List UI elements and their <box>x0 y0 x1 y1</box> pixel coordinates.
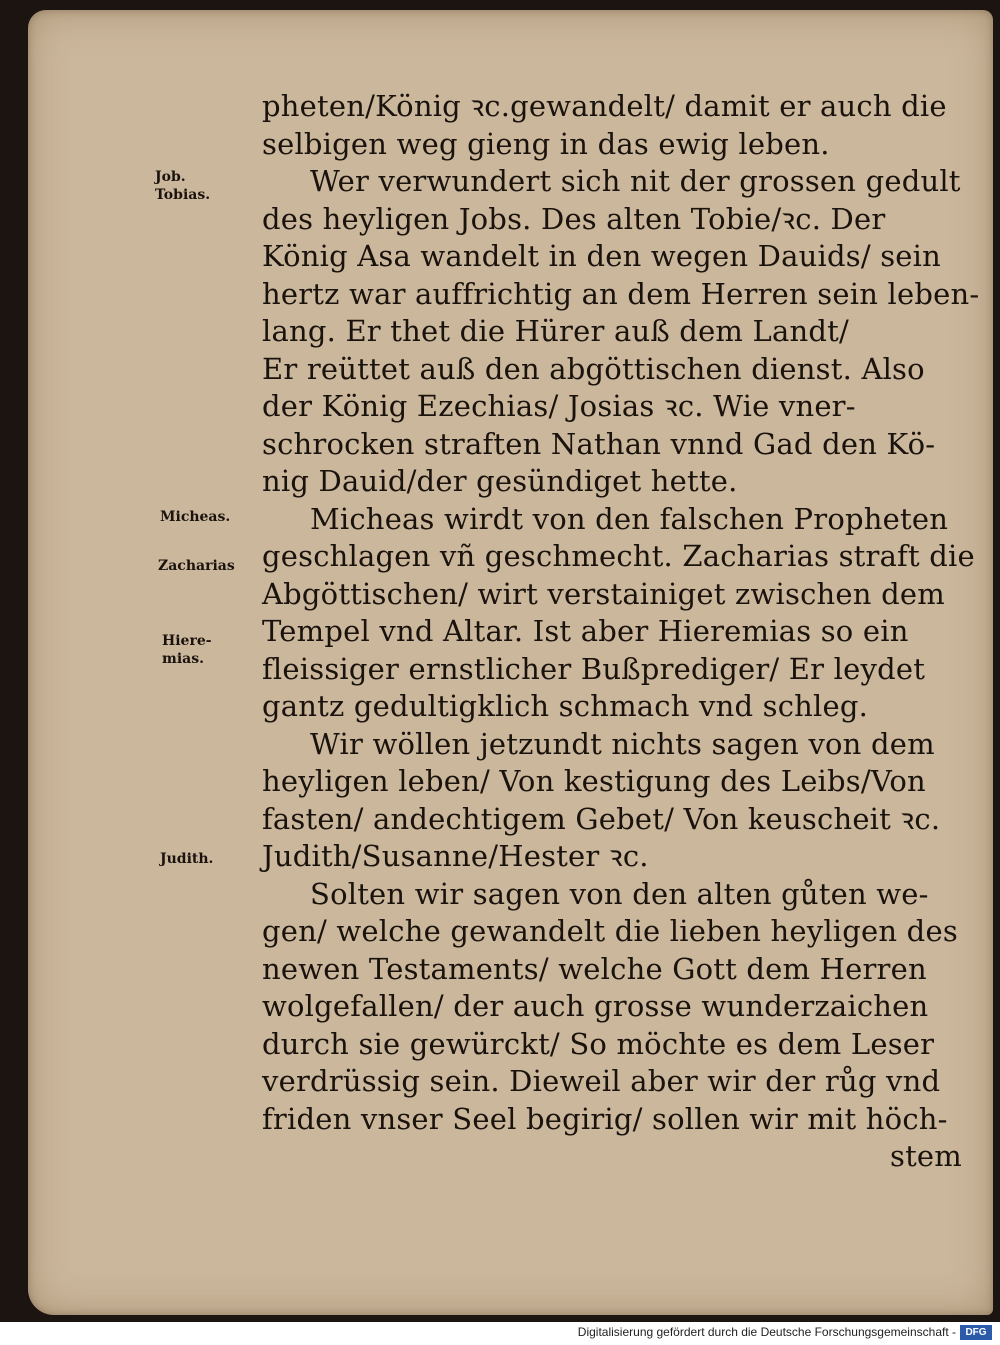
margin-note-zacharias <box>158 557 235 575</box>
margin-note-judith-label: Judith. <box>160 851 214 867</box>
body-text <box>262 88 980 1176</box>
text-line: Micheas wirdt von den falschen Propheten <box>310 501 949 536</box>
text-line: der König Ezechias/ Josias ꝛc. Wie vner- <box>262 389 856 423</box>
margin-note-micheas-label: Micheas. <box>160 509 231 525</box>
text-line: fasten/ andechtigem Gebet/ Von keuscheit ꝛc. <box>262 801 941 836</box>
text-line: Wer verwundert sich nit der grossen gedult <box>310 164 961 198</box>
margin-note-hieremias-line2: mias. <box>162 651 204 667</box>
text-line: wolgefallen/ der auch grosse wunderzaichen <box>262 989 929 1023</box>
footer <box>0 1322 1000 1345</box>
text-line: des heyligen Jobs. Des alten Tobie/ꝛc. Der <box>262 201 886 236</box>
catchword: stem <box>890 1139 962 1173</box>
margin-note-job: Job. <box>155 169 186 185</box>
text-line: hertz war auffrichtig an dem Herren sein leben- <box>262 276 980 311</box>
text-line: Judith/Susanne/Hester ꝛc. <box>262 839 649 873</box>
text-line: Tempel vnd Altar. Ist aber Hieremias so ein <box>262 614 909 648</box>
text-line: Solten wir sagen von den alten gůten we- <box>310 876 929 911</box>
text-line: lang. Er thet die Hürer auß dem Landt/ <box>262 314 849 348</box>
text-line: friden vnser Seel begirig/ sollen wir mit höch- <box>262 1101 948 1136</box>
text-line: Abgöttischen/ wirt verstainiget zwischen dem <box>262 576 945 611</box>
text-line: schrocken straften Nathan vnnd Gad den Kö- <box>262 426 936 461</box>
text-line: heyligen leben/ Von kestigung des Leibs/Von <box>262 764 926 798</box>
margin-note-tobias: Tobias. <box>155 187 211 203</box>
text-line: Er reüttet auß den abgöttischen dienst. Also <box>262 351 925 386</box>
text-line: selbigen weg gieng in das ewig leben. <box>262 126 830 161</box>
footer-credit: Digitalisierung gefördert durch die Deutsche Forschungsgemeinschaft - <box>577 1325 956 1339</box>
margin-note-judith <box>160 850 213 868</box>
text-line: pheten/König ꝛc.gewandelt/ damit er auch die <box>262 89 947 123</box>
text-line: geschlagen vñ geschmecht. Zacharias straft die <box>262 539 975 573</box>
margin-note-zacharias-label: Zacharias <box>158 558 235 574</box>
margin-note-hieremias <box>162 632 212 668</box>
margin-note-job-tobias <box>155 168 210 204</box>
text-line: nig Dauid/der gesündiget hette. <box>262 464 738 498</box>
text-line: König Asa wandelt in den wegen Dauids/ sein <box>262 239 941 273</box>
text-line: gantz gedultigklich schmach vnd schleg. <box>262 689 869 723</box>
text-line: Wir wöllen jetzundt nichts sagen von dem <box>310 726 935 761</box>
dfg-logo: DFG <box>960 1325 992 1340</box>
text-line: newen Testaments/ welche Gott dem Herren <box>262 951 927 986</box>
margin-note-micheas <box>160 508 230 526</box>
text-line: fleissiger ernstlicher Bußprediger/ Er leydet <box>262 651 926 686</box>
text-line: durch sie gewürckt/ So möchte es dem Leser <box>262 1026 935 1061</box>
margin-note-hieremias-line1: Hiere- <box>162 633 212 649</box>
text-line: verdrüssig sein. Dieweil aber wir der růg vnd <box>262 1064 941 1098</box>
text-line: gen/ welche gewandelt die lieben heyligen des <box>262 914 958 948</box>
